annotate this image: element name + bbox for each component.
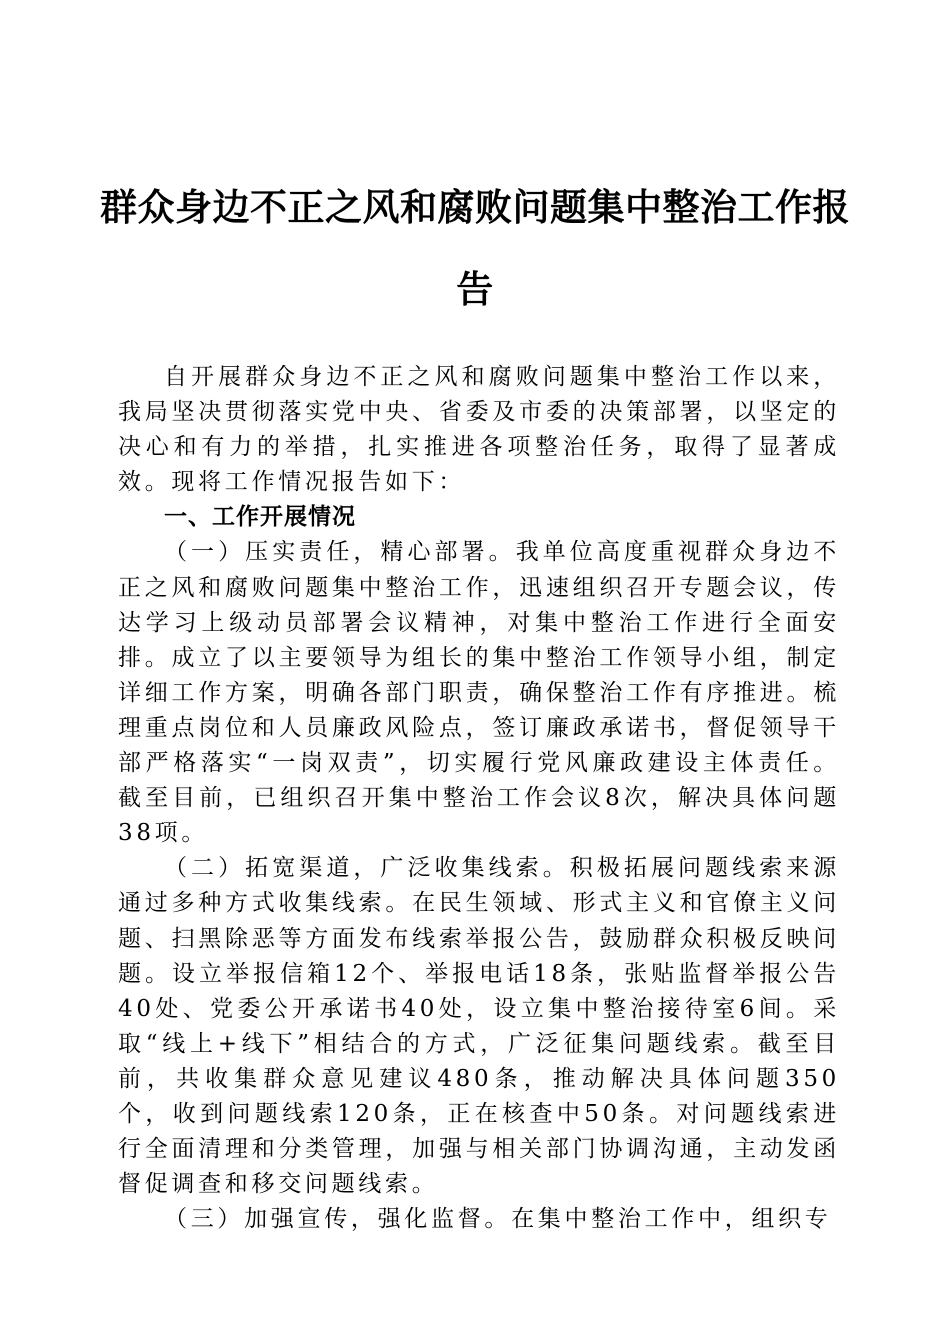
document-body <box>118 360 840 1237</box>
paragraph-3: （三）加强宣传，强化监督。在集中整治工作中，组织专 <box>164 1206 832 1233</box>
section-heading-1: 一、工作开展情况 <box>164 504 356 531</box>
document-title: 群众身边不正之风和腐败问题集中整治工作报告 <box>100 185 850 311</box>
intro-paragraph: 自开展群众身边不正之风和腐败问题集中整治工作以来，我局坚决贯彻落实党中央、省委及市委的决策部署，以坚定的决心和有力的举措，扎实推进各项整治任务，取得了显著成效。现将工作情况报告如下： <box>118 364 840 496</box>
paragraph-2: （二）拓宽渠道，广泛收集线索。积极拓展问题线索来源通过多种方式收集线索。在民生领域、形式主义和官僚主义问题、扫黑除恶等方面发布线索举报公告，鼓励群众积极反映问题。设立举报信箱12个、举报电话18条，张贴监督举报公告40处、党委公开承诺书40处，设立集中整治接待室6间。采取“线上+线下”相结合的方式，广泛征集问题线索。截至目前，共收集群众意见建议480条，推动解决具体问题350个，收到问题线索120条，正在核查中50条。对问题线索进行全面清理和分类管理，加强与相关部门协调沟通，主动发函督促调查和移交问题线索。 <box>118 855 840 1198</box>
paragraph-1: （一）压实责任，精心部署。我单位高度重视群众身边不正之风和腐败问题集中整治工作，迅速组织召开专题会议，传达学习上级动员部署会议精神，对集中整治工作进行全面安排。成立了以主要领导为组长的集中整治工作领导小组，制定详细工作方案，明确各部门职责，确保整治工作有序推进。梳理重点岗位和人员廉政风险点，签订廉政承诺书，督促领导干部严格落实“一岗双责”，切实履行党风廉政建设主体责任。截至目前，已组织召开集中整治工作会议8次，解决具体问题38项。 <box>118 539 840 847</box>
